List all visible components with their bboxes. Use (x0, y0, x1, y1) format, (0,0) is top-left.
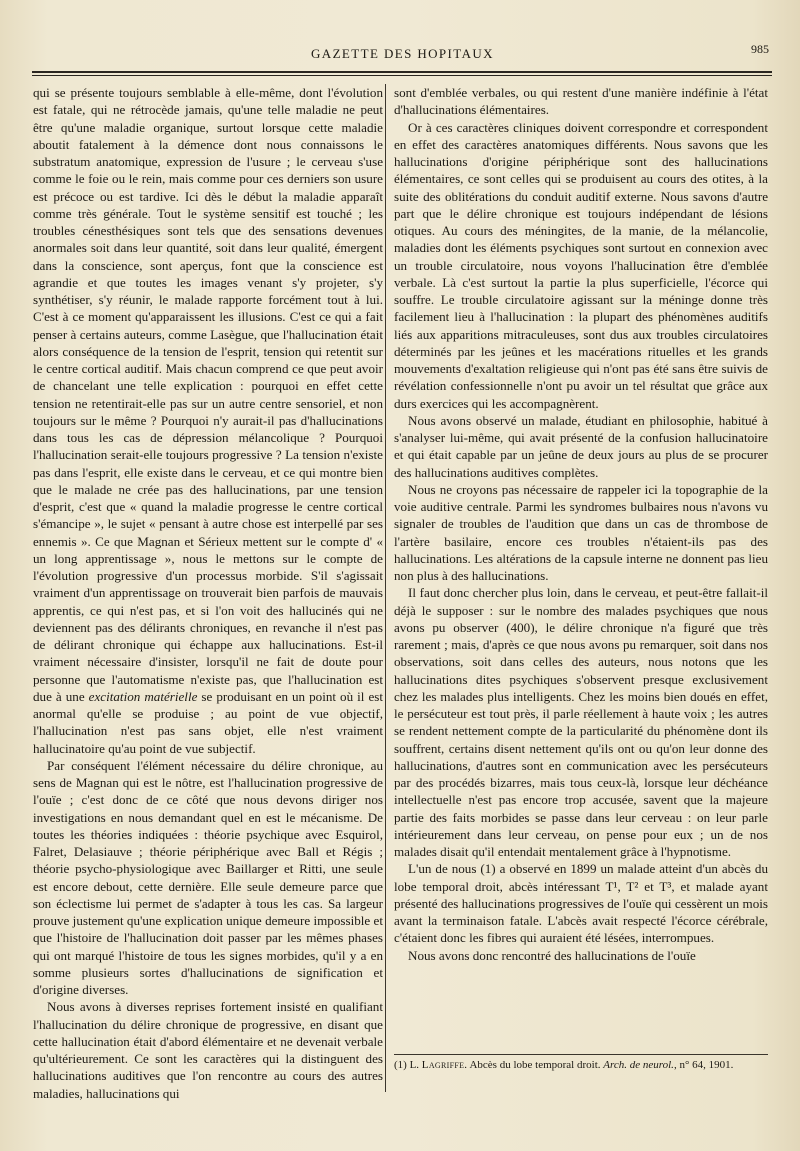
paragraph: sont d'emblée verbales, ou qui restent d'une manière indéfinie à l'état d'hallucinations élémentaires. (394, 85, 768, 118)
left-column (33, 84, 383, 1102)
column-divider (385, 84, 386, 1092)
emphasis: excitation matérielle (88, 688, 198, 704)
paragraph: Or à ces caractères cliniques doivent correspondre et correspondent en effet des caractères anatomiques différents. Nous savons que les hallucinations d'origine périphérique sont des hallucinations élémentaires, ce sont celles qui se produisent au cours des otites, à la suite des oblitérations du conduit auditif externe. Nous savons d'autre part que le délire chronique est toujours indépendant de lésions otiques. Au cours des méningites, de la manie, de la mélancolie, maladies dont les éléments psychiques sont surtout en connexion avec un trouble circulatoire, nous voyons l'hallucination être d'emblée verbale. Là c'est surtout la partie la plus superficielle, l'écorce qui souffre. Le trouble circulatoire agissant sur la méninge donne très facilement lieu à l'hallucination : la plupart des phénomènes auditifs liés aux apparitions mitraculeuses, sont dus aux troubles circulatoires déterminés par les jeûnes et les macérations rituelles et les grands mouvements d'exaltation religieuse qui n'ont pas été sans être suivis de révélation confessionnelle n'ont pu avoir un tel résultat que grâce aux durs exercices qui les accompagnèrent. (394, 119, 768, 411)
right-column (394, 84, 768, 964)
footnote-rule (394, 1054, 768, 1055)
paragraph: Il faut donc chercher plus loin, dans le cerveau, et peut-être fallait-il déjà le supposer : sur le nombre des malades psychiques que nous avons pu observer (400), le délire chronique n'a figuré que très rarement ; mais, d'après ce que nous avons pu remarquer, soit dans nos observations, soit dans celles des auteurs, nous notons que les hallucinations dites psychiques s'observent presque exclusivement chez les malades plus intelligents. Chez les moins bien doués en effet, le persécuteur est tout près, il parle réellement à haute voix ; les autres se rendent nettement compte de la particularité du phénomène dont ils souffrent, certains disent nettement qu'ils ont ou qu'on leur donne des hallucinations, d'autres sont en communication avec les persécuteurs par des procédés bizarres, mais tous ceux-là, lorsque leur déchéance intellectuelle n'est pas encore trop accusée, savent que la majeure partie des faits morbides se passe dans leur cerveau : on leur parle intérieurement dans leur cerveau, on pense pour eux ; un de nos malades disait qu'il entendait mentalement grâce à l'hypnotisme. (394, 585, 768, 859)
page-header (30, 38, 775, 68)
footnote: (1) L. Lagriffe. Abcès du lobe temporal droit. Arch. de neurol., n° 64, 1901. (394, 1059, 734, 1071)
header-rule-thick (32, 71, 772, 73)
page-number: 985 (751, 42, 769, 56)
paragraph: qui se présente toujours semblable à elle-même, dont l'évolution est fatale, qui ne rétrocède jamais, qu'une telle maladie ne peut être qu'une maladie organique, surtout lorsque cette maladie aboutit fatalement à la démence dont nous connaissons le substratum anatomique, expression de l'usure ; le cerveau s'use comme le foie ou le rein, mais comme pour ces derniers son usure est précoce ou est tardive. Ici dès le début la maladie apparaît comme très générale. Tout le système sensitif est touché ; les troubles cénesthésiques sont tels que des sensations devenues anormales soit dans leur quantité, soit dans leur qualité, émergent dans la conscience, sont aperçus, font que la conscience est agrandie et que toutes les images venant s'y projeter, s'y synthétiser, s'y réunir, le malade rapporte forcément tout à lui. C'est à ce moment qu'apparaissent les illusions. C'est ce qui a fait penser à certains auteurs, comme Lasègue, que l'hallucination était alors conséquence de la tension de l'esprit, tension qui retentit sur le centre cortical auditif. Mais chacun comprend ce que peut avoir de chancelant une telle explication : pourquoi en effet cette tension ne retentirait-elle pas sur un autre centre sensoriel, et non toujours sur le même ? Pourquoi n'y aurait-il pas d'hallucinations dans tous les cas de dépression mélancolique ? Pourquoi l'hallucination serait-elle toujours progressive ? La tension n'existe pas dans l'esprit, elle existe dans le cerveau, et ce qui montre bien que le malade ne crée pas des hallucinations, par une tension d'esprit, c'est que « quand la maladie progresse le centre cortical s'émancipe », le sujet « pensant à autre chose est interpellé par ses ennemis ». Ce que Magnan et Sérieux mettent sur le compte d' « un long apprentissage », nous le mettons sur le compte de l'évolution progressive d'un processus morbide. S'il s'agissait vraiment d'un apprentissage on trouverait bien parfois de mauvais apprentis, ce qui n'est pas, et si l'on voit des hallucinés qui ne deviennent pas des délirants chroniques, en revanche il n'est pas de délirant chronique qui échappe aux hallucinations. Est-il vraiment nécessaire d'insister, lorsqu'il ne fait de doute pour personne que l'automatisme n'existe pas, que l'hallucination est due à une excitation matérielle se produisant en un point où il est anormal qu'elle se produise ; au point de vue objectif, l'hallucination n'est pas sans objet, elle n'est vraiment hallucinatoire qu'au point de vue subjectif. (33, 85, 383, 756)
paragraph: Par conséquent l'élément nécessaire du délire chronique, au sens de Magnan qui est le nôtre, est l'hallucination progressive de l'ouïe ; c'est donc de ce côté que nous devons diriger nos investigations en nous demandant quel en est le mécanisme. De toutes les théories indiquées : théorie psychique avec Esquirol, Falret, Delasiauve ; théorie périphérique avec Ball et Régis ; théorie psycho-physiologique avec Baillarger et Ritti, une seule est encore debout, cette dernière. Elle seule demeure parce que son éclectisme lui permet de s'adapter à tous les cas. Sa largeur prouve justement qu'une explication unique demeure impossible et que l'histoire de l'hallucination doit passer par les mêmes phases qui ont marqué l'histoire de tous les signes morbides, qu'il y a en somme plusieurs sortes d'hallucinations de signification et d'origine diverses. (33, 757, 383, 997)
footnote-author: Lagriffe. (421, 1059, 468, 1071)
paragraph: Nous avons donc rencontré des hallucinations de l'ouïe (408, 947, 696, 963)
paragraph: Nous avons à diverses reprises fortement insisté en qualifiant l'hallucination du délire chronique de progressive, en disant que cette hallucination était d'abord élémentaire et ne devenait verbale qu'ultérieurement. Ce sont les caractères qui la distinguent des hallucinations auditives que l'on rencontre au cours des autres maladies, hallucinations qui (33, 999, 383, 1101)
journal-title: GAZETTE DES HOPITAUX (311, 46, 494, 61)
paragraph: Nous ne croyons pas nécessaire de rappeler ici la topographie de la voie auditive centrale. Parmi les syndromes bulbaires nous n'avons vu signaler de troubles de l'audition que dans un cas de thrombose de l'artère basilaire, encore ces troubles n'étaient-ils pas des hallucinations. Les altérations de la capsule interne ne donnent pas lieu non plus à des hallucinations. (394, 481, 768, 583)
paragraph: L'un de nous (1) a observé en 1899 un malade atteint d'un abcès du lobe temporal droit, abcès intéressant T¹, T² et T³, et malade ayant présenté des hallucinations progressives de l'ouïe qui cessèrent un mois avant la terminaison fatale. L'abcès avait respecté l'écorce cérébrale, c'étaient donc les fibres qui auraient été lésées, interrompues. (394, 861, 768, 946)
paragraph: Nous avons observé un malade, étudiant en philosophie, habitué à s'analyser lui-même, qui avait présenté de la confusion hallucinatoire et qui était capable par un jeûne de deux jours au plus de se procurer des hallucinations auditives complètes. (394, 412, 768, 480)
footnote-journal: Arch. de neurol. (603, 1059, 674, 1071)
header-rule-thin (32, 75, 772, 76)
